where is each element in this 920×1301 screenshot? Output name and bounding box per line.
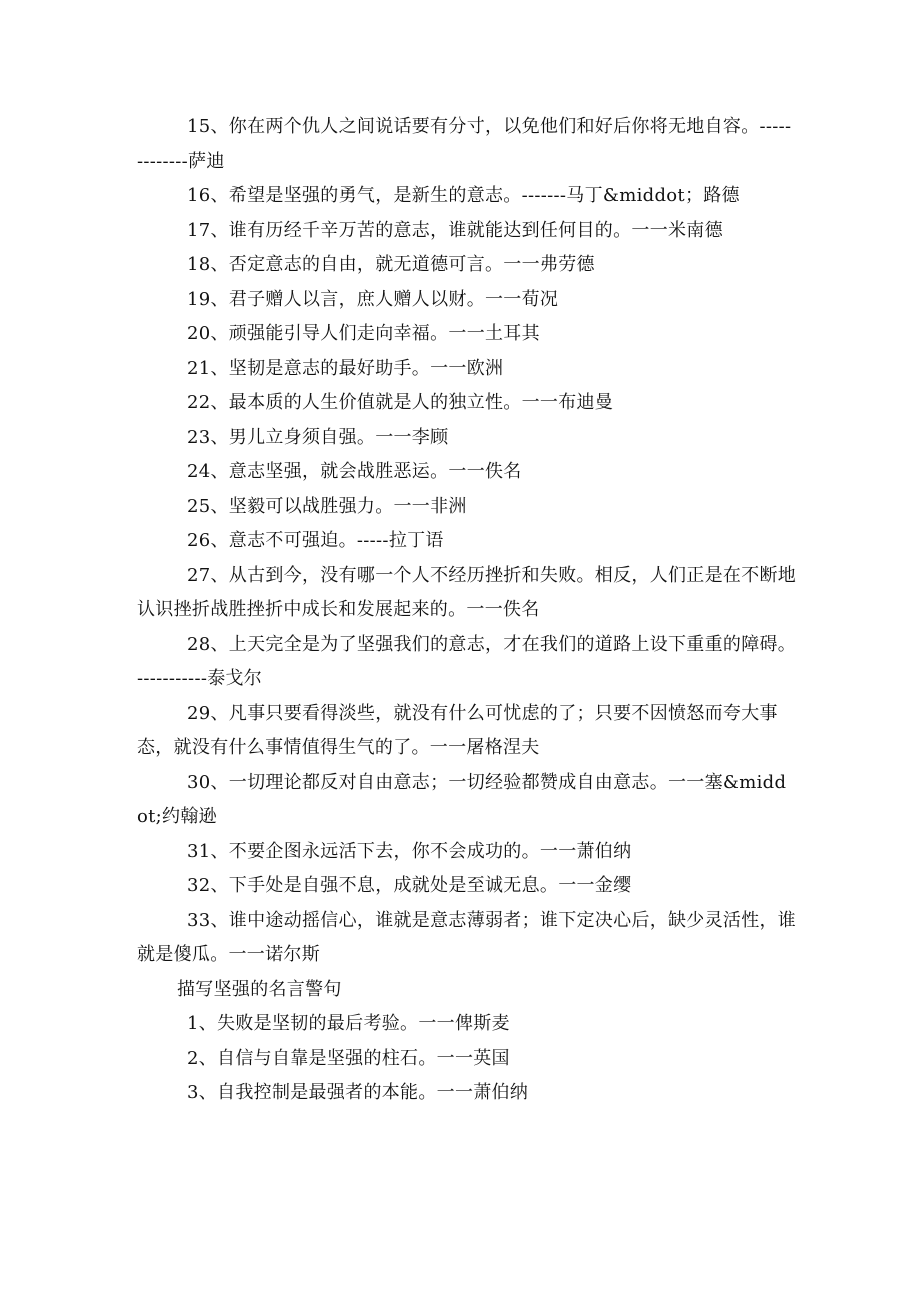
quote-paragraph: 21、坚韧是意志的最好助手。一一欧洲: [187, 357, 504, 379]
quote-paragraph: 30、一切理论都反对自由意志；一切经验都赞成自由意志。一一塞&middot;约翰逊: [137, 771, 787, 827]
quote-paragraph: 33、谁中途动摇信心，谁就是意志薄弱者；谁下定决心后，缺少灵活性，谁就是傻瓜。一一诺尔斯: [137, 909, 797, 965]
quote-paragraph: 2、自信与自靠是坚强的柱石。一一英国: [187, 1047, 510, 1069]
quote-paragraph: 25、坚毅可以战胜强力。一一非洲: [187, 495, 467, 517]
quote-paragraph: 20、顽强能引导人们走向幸福。一一土耳其: [187, 323, 540, 344]
quote-paragraph: 24、意志坚强，就会战胜恶运。一一佚名: [187, 461, 522, 482]
quote-paragraph: 28、上天完全是为了坚强我们的意志，才在我们的道路上设下重重的障碍。 -----------泰戈尔: [137, 633, 797, 689]
quote-paragraph: 27、从古到今，没有哪一个人不经历挫折和失败。相反，人们正是在不断地认识挫折战胜挫折中成长和发展起来的。一一佚名: [137, 564, 797, 620]
document-body: [137, 110, 797, 1111]
quote-paragraph: 22、最本质的人生价值就是人的独立性。一一布迪曼: [187, 392, 614, 413]
quote-paragraph: 32、下手处是自强不息，成就处是至诚无息。一一金缨: [187, 875, 632, 896]
section-heading: 描写坚强的名言警句: [177, 978, 342, 1000]
quote-paragraph: 1、失败是坚韧的最后考验。一一俾斯麦: [187, 1013, 510, 1034]
quote-paragraph: 29、凡事只要看得淡些，就没有什么可忧虑的了；只要不因愤怒而夸大事态，就没有什么事情值得生气的了。一一屠格涅夫: [137, 702, 778, 758]
quote-paragraph: 26、意志不可强迫。-----拉丁语: [187, 530, 444, 551]
quote-paragraph: 17、谁有历经千辛万苦的意志，谁就能达到任何目的。一一米南德: [187, 219, 723, 241]
quote-paragraph: 3、自我控制是最强者的本能。一一萧伯纳: [187, 1082, 529, 1103]
quote-paragraph: 16、希望是坚强的勇气，是新生的意志。-------马丁&middot；路德: [187, 185, 740, 206]
quote-paragraph: 18、否定意志的自由，就无道德可言。一一弗劳德: [187, 254, 595, 275]
quote-paragraph: 19、君子赠人以言，庶人赠人以财。一一荀况: [187, 288, 559, 310]
quote-paragraph: 23、男儿立身须自强。一一李顾: [187, 426, 449, 448]
quote-paragraph: 31、不要企图永远活下去，你不会成功的。一一萧伯纳: [187, 840, 632, 862]
quote-paragraph: 15、你在两个仇人之间说话要有分寸，以免他们和好后你将无地自容。-------------萨迪: [137, 116, 792, 172]
